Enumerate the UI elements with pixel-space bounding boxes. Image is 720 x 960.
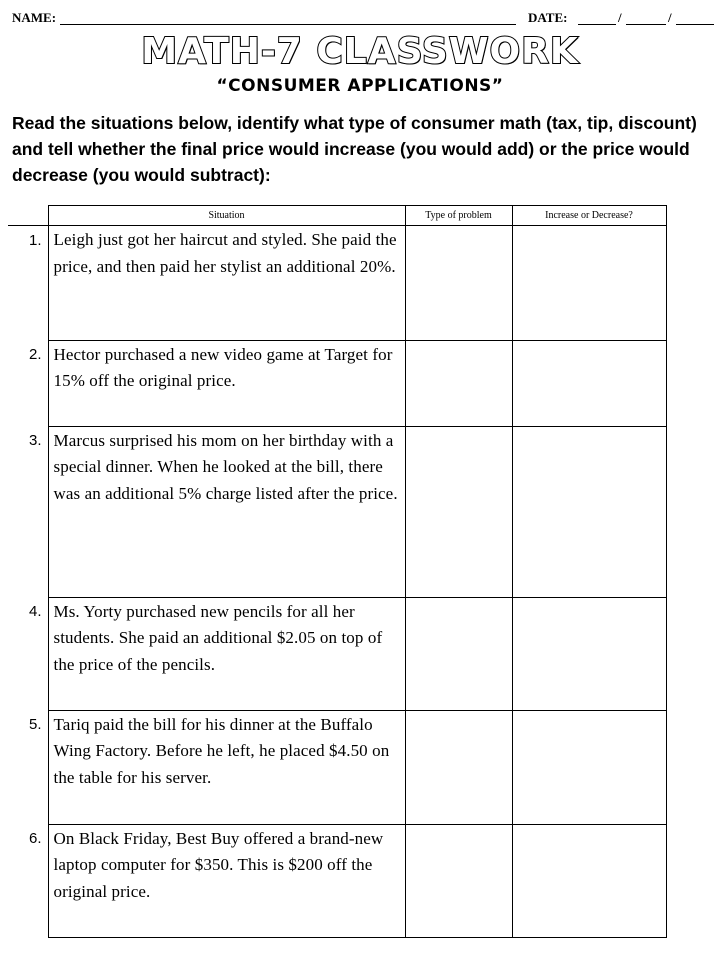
- situation-cell: Tariq paid the bill for his dinner at the Buffalo Wing Factory. Before he left, he placed $4.50 on the table for his server.: [48, 710, 405, 824]
- worksheet-table: [8, 205, 667, 938]
- change-answer-cell[interactable]: [512, 597, 666, 710]
- date-month-blank[interactable]: [578, 24, 616, 25]
- row-number: 3.: [8, 426, 48, 597]
- page-title: MATH-7 CLASSWORK: [141, 31, 579, 72]
- name-label: NAME:: [12, 10, 57, 25]
- type-answer-cell[interactable]: [405, 340, 512, 426]
- name-field[interactable]: [60, 24, 516, 25]
- change-answer-cell[interactable]: [512, 824, 666, 937]
- situation-cell: Hector purchased a new video game at Target for 15% off the original price.: [48, 340, 405, 426]
- row-number: 4.: [8, 597, 48, 710]
- date-field[interactable]: [578, 10, 714, 26]
- change-answer-cell[interactable]: [512, 710, 666, 824]
- table-header-row: [8, 206, 666, 226]
- date-separator: /: [668, 10, 672, 25]
- instructions: Read the situations below, identify what type of consumer math (tax, tip, discount) and tell whether the final price would increase (you would add) or the price would decrease (you would subtract):: [12, 113, 697, 185]
- row-number: 2.: [8, 340, 48, 426]
- change-answer-cell[interactable]: [512, 226, 666, 341]
- situation-cell: Leigh just got her haircut and styled. She paid the price, and then paid her stylist an additional 20%.: [48, 226, 405, 341]
- date-label: DATE:: [528, 10, 568, 25]
- change-answer-cell[interactable]: [512, 340, 666, 426]
- type-answer-cell[interactable]: [405, 226, 512, 341]
- type-column-header: Type of problem: [405, 206, 512, 226]
- change-column-header: Increase or Decrease?: [512, 206, 666, 226]
- table-row: [8, 710, 666, 824]
- type-answer-cell[interactable]: [405, 710, 512, 824]
- table-row: [8, 824, 666, 937]
- situation-cell: Ms. Yorty purchased new pencils for all her students. She paid an additional $2.05 on top of the price of the pencils.: [48, 597, 405, 710]
- type-answer-cell[interactable]: [405, 597, 512, 710]
- date-year-blank[interactable]: [676, 24, 714, 25]
- number-column-header: [8, 206, 48, 226]
- header-line: [12, 6, 712, 28]
- type-answer-cell[interactable]: [405, 426, 512, 597]
- table-row: [8, 226, 666, 341]
- situation-cell: Marcus surprised his mom on her birthday with a special dinner. When he looked at the bill, there was an additional 5% charge listed after the price.: [48, 426, 405, 597]
- page-subtitle: “CONSUMER APPLICATIONS”: [216, 76, 504, 96]
- table-row: [8, 340, 666, 426]
- row-number: 5.: [8, 710, 48, 824]
- type-answer-cell[interactable]: [405, 824, 512, 937]
- row-number: 1.: [8, 226, 48, 341]
- date-separator: /: [618, 10, 622, 25]
- date-day-blank[interactable]: [626, 24, 666, 25]
- table-row: [8, 426, 666, 597]
- situation-column-header: Situation: [48, 206, 405, 226]
- situation-cell: On Black Friday, Best Buy offered a brand-new laptop computer for $350. This is $200 off the original price.: [48, 824, 405, 937]
- row-number: 6.: [8, 824, 48, 937]
- change-answer-cell[interactable]: [512, 426, 666, 597]
- table-row: [8, 597, 666, 710]
